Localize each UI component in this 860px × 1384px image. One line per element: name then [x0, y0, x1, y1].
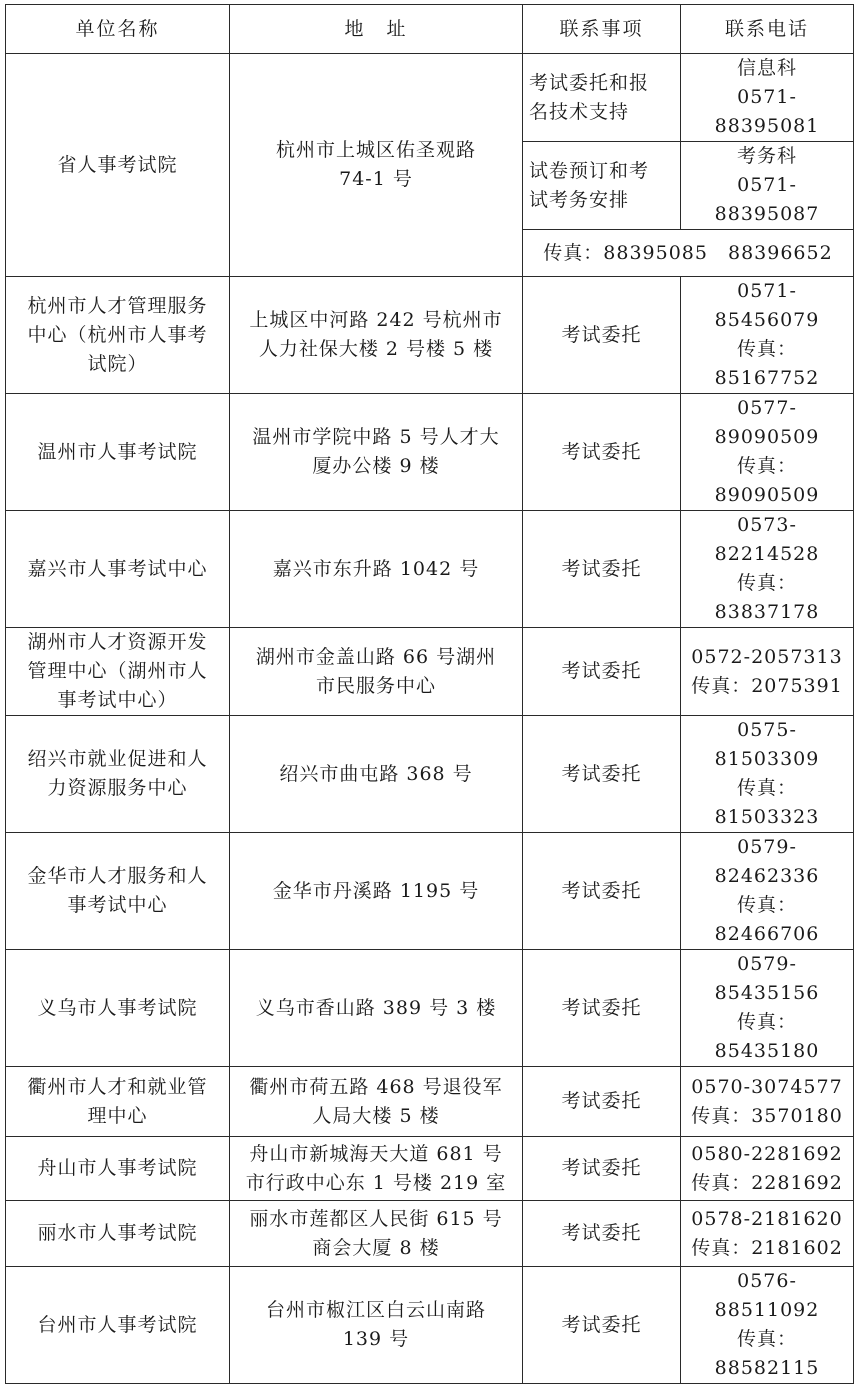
table-row	[6, 628, 854, 716]
province-phone-1-cell	[681, 54, 854, 142]
fax: 传真：2181602	[691, 1236, 843, 1259]
province-matter-2-cell	[523, 142, 681, 230]
matter: 考试委托	[561, 762, 642, 785]
matter: 考试委托	[561, 1090, 642, 1112]
matter: 考试委托	[561, 660, 642, 682]
address-line: 人力社保大楼 2 号楼 5 楼	[258, 338, 494, 360]
unit-line: 事考试中心	[67, 894, 168, 916]
matter: 考试委托	[561, 557, 642, 580]
table-row	[6, 1137, 854, 1201]
unit-line: 湖州市人才资源开发	[27, 631, 208, 653]
unit-line: 衢州市人才和就业管	[27, 1075, 208, 1098]
unit-line: 丽水市人事考试院	[37, 1222, 198, 1244]
unit-line: 温州市人事考试院	[37, 440, 198, 463]
unit-line: 中心（杭州市人事考	[27, 323, 208, 346]
address-line: 丽水市莲都区人民街 615 号	[249, 1207, 503, 1230]
address-line: 舟山市新城海天大道 681 号	[249, 1142, 503, 1165]
phone: 0573-82214528	[714, 514, 820, 565]
header-address: 地 址	[230, 5, 523, 54]
unit-line: 嘉兴市人事考试中心	[27, 557, 208, 580]
fax: 传真：85435180	[714, 1011, 820, 1062]
province-unit-cell	[6, 54, 230, 277]
table-row	[6, 833, 854, 950]
fax: 传真：89090509	[714, 455, 820, 506]
province-fax: 传真：88395085 88396652	[543, 241, 833, 264]
header-row	[6, 5, 854, 54]
fax: 传真：2075391	[691, 674, 843, 697]
address-line: 金华市丹溪路 1195 号	[272, 879, 480, 902]
matter: 考试委托	[561, 996, 642, 1019]
phone: 0571-85456079	[714, 280, 820, 331]
unit-line: 义乌市人事考试院	[37, 996, 198, 1019]
unit-line: 事考试中心）	[57, 689, 178, 711]
unit-line: 台州市人事考试院	[37, 1313, 198, 1336]
exam-contact-table	[5, 4, 854, 1384]
address-line: 湖州市金盖山路 66 号湖州	[255, 645, 497, 668]
phone: 0580-2281692	[691, 1142, 843, 1165]
province-phone-1: 0571-88395081	[714, 86, 820, 137]
address-line: 市行政中心东 1 号楼 219 室	[245, 1171, 507, 1194]
matter: 考试委托	[561, 323, 642, 346]
phone: 0577-89090509	[714, 397, 820, 448]
contact-table-wrapper	[5, 4, 854, 1384]
address-line: 衢州市荷五路 468 号退役军	[249, 1075, 503, 1098]
province-dept-1: 信息科	[736, 57, 797, 79]
address-line: 绍兴市曲屯路 368 号	[279, 762, 473, 785]
phone: 0579-82462336	[714, 836, 820, 887]
province-matter-1-line-1: 考试委托和报	[529, 71, 650, 94]
unit-line: 试院）	[87, 352, 148, 375]
province-row-1	[6, 54, 854, 142]
table-row	[6, 716, 854, 833]
address-line: 上城区中河路 242 号杭州市	[249, 309, 503, 331]
matter: 考试委托	[561, 440, 642, 463]
table-row	[6, 277, 854, 394]
header-unit: 单位名称	[6, 5, 230, 54]
unit-line: 舟山市人事考试院	[37, 1157, 198, 1179]
address-line: 嘉兴市东升路 1042 号	[272, 557, 480, 580]
unit-line: 金华市人才服务和人	[27, 865, 208, 887]
fax: 传真：83837178	[714, 572, 820, 623]
province-address-line-2: 74-1 号	[339, 168, 413, 190]
table-row	[6, 950, 854, 1067]
address-line: 商会大厦 8 楼	[312, 1236, 440, 1259]
table-row	[6, 1201, 854, 1267]
phone: 0576-88511092	[714, 1270, 820, 1321]
unit-line: 绍兴市就业促进和人	[27, 748, 208, 770]
province-fax-cell	[523, 230, 854, 277]
fax: 传真：85167752	[714, 338, 820, 389]
matter: 考试委托	[561, 879, 642, 902]
address-line: 139 号	[342, 1328, 410, 1350]
phone: 0575-81503309	[714, 719, 820, 770]
table-row	[6, 511, 854, 628]
address-line: 义乌市香山路 389 号 3 楼	[255, 996, 497, 1019]
unit-line: 管理中心（湖州市人	[27, 660, 208, 682]
fax: 传真：88582115	[714, 1328, 820, 1379]
table-row	[6, 1267, 854, 1384]
address-line: 厦办公楼 9 楼	[312, 455, 440, 477]
matter: 考试委托	[561, 1313, 642, 1336]
province-address-cell	[230, 54, 523, 277]
header-phone: 联系电话	[681, 5, 854, 54]
province-unit: 省人事考试院	[57, 153, 178, 176]
province-matter-2-line-1: 试卷预订和考	[529, 159, 650, 182]
fax: 传真：3570180	[691, 1104, 843, 1127]
province-dept-2: 考务科	[736, 145, 797, 167]
province-matter-1-line-2: 名技术支持	[529, 100, 630, 123]
unit-line: 力资源服务中心	[47, 777, 188, 799]
table-row	[6, 394, 854, 511]
phone: 0570-3074577	[691, 1075, 843, 1098]
province-address-line-1: 杭州市上城区佑圣观路	[275, 139, 476, 161]
matter: 考试委托	[561, 1222, 642, 1244]
fax: 传真：82466706	[714, 894, 820, 945]
fax: 传真：2281692	[691, 1171, 843, 1194]
province-phone-2-cell	[681, 142, 854, 230]
table-row	[6, 1067, 854, 1137]
phone: 0578-2181620	[691, 1207, 843, 1230]
header-matter: 联系事项	[523, 5, 681, 54]
province-phone-2: 0571-88395087	[714, 174, 820, 225]
address-line: 人局大楼 5 楼	[312, 1104, 440, 1127]
unit-line: 理中心	[87, 1104, 148, 1127]
address-line: 温州市学院中路 5 号人才大	[252, 426, 500, 448]
phone: 0579-85435156	[714, 953, 820, 1004]
province-matter-1-cell	[523, 54, 681, 142]
phone: 0572-2057313	[691, 645, 843, 668]
address-line: 市民服务中心	[315, 674, 436, 697]
unit-line: 杭州市人才管理服务	[27, 294, 208, 317]
address-line: 台州市椒江区白云山南路	[265, 1299, 486, 1321]
fax: 传真：81503323	[714, 777, 820, 828]
province-matter-2-line-2: 试考务安排	[529, 188, 630, 211]
matter: 考试委托	[561, 1157, 642, 1179]
